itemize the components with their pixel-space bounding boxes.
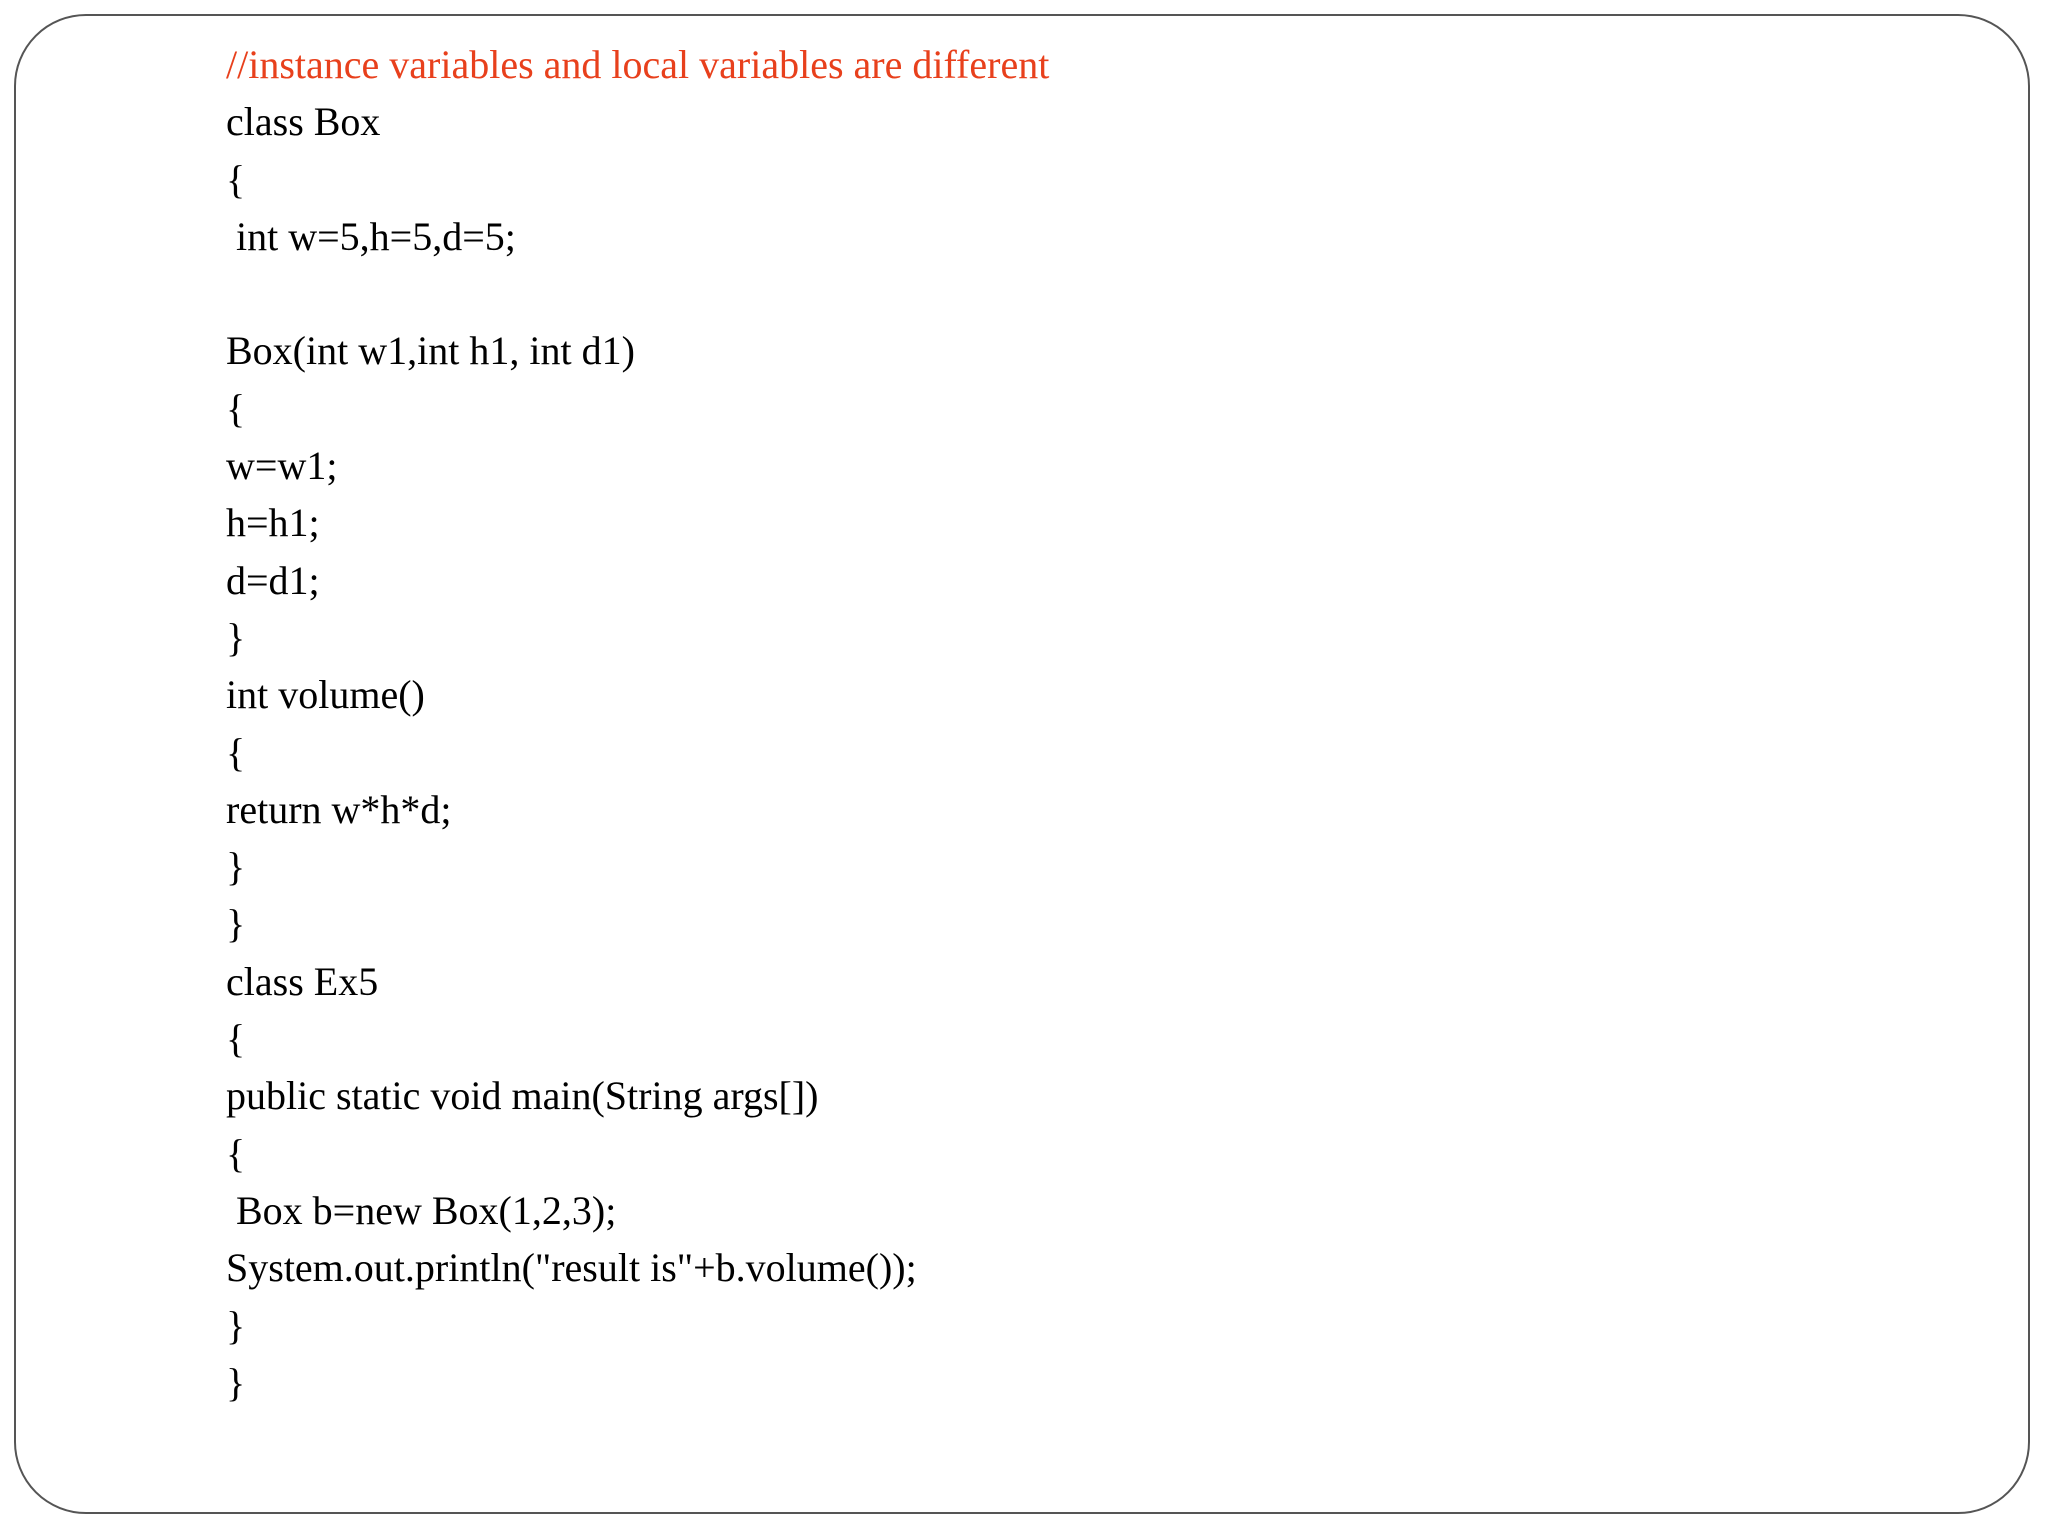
code-line: } (226, 901, 246, 947)
code-line: return w*h*d; (226, 786, 452, 832)
code-line: Box(int w1,int h1, int d1) (226, 328, 635, 374)
code-line: public static void main(String args[]) (226, 1073, 819, 1119)
code-line: Box b=new Box(1,2,3); (226, 1187, 617, 1233)
code-line-blank (226, 265, 1049, 322)
code-line: } (226, 844, 246, 890)
code-line: int volume() (226, 672, 425, 718)
code-line: } (226, 614, 246, 660)
code-line: class Ex5 (226, 958, 379, 1004)
code-line: } (226, 1302, 246, 1348)
code-line: { (226, 729, 246, 775)
code-line: h=h1; (226, 500, 320, 546)
code-line: System.out.println("result is"+b.volume()); (226, 1245, 917, 1291)
code-line: { (226, 156, 246, 202)
code-line: { (226, 1016, 246, 1062)
code-line: { (226, 1130, 246, 1176)
code-line: } (226, 1359, 246, 1405)
code-line: class Box (226, 99, 381, 145)
code-line: d=d1; (226, 557, 320, 603)
code-line: int w=5,h=5,d=5; (226, 213, 516, 259)
code-comment: //instance variables and local variables are different (226, 42, 1050, 87)
code-block (226, 36, 1049, 1411)
code-line: { (226, 385, 246, 431)
code-line: w=w1; (226, 443, 338, 489)
